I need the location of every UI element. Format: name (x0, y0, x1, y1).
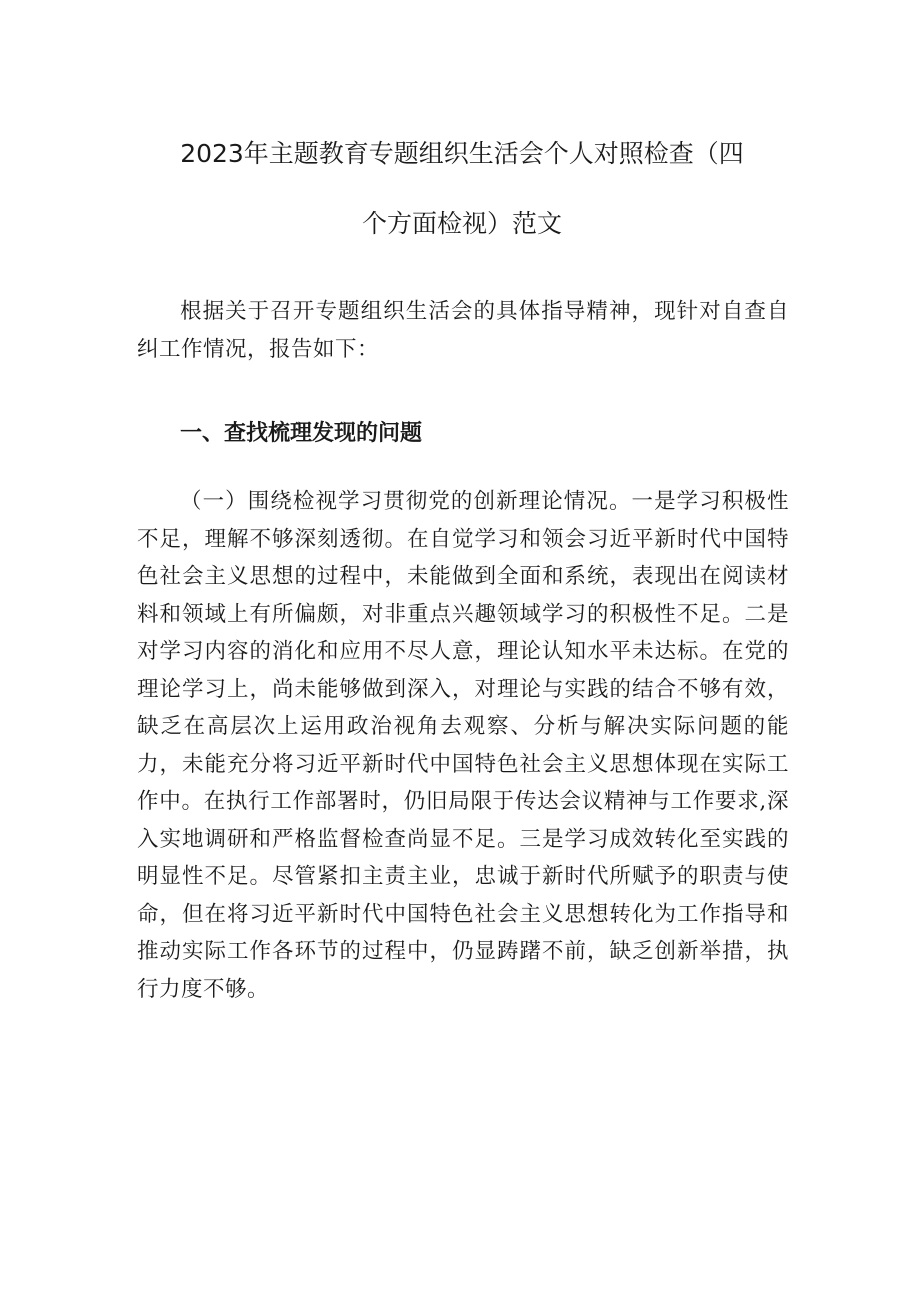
document-title-line-1: 2023年主题教育专题组织生活会个人对照检查（四 (180, 139, 744, 168)
section-1-paragraph-1: （一）围绕检视学习贯彻党的创新理论情况。一是学习积极性不足，理解不够深刻透彻。在自觉学习和领会习近平新时代中国特色社会主义思想的过程中，未能做到全面和系统，表现出在阅读材料和领域上有所偏颇，对非重点兴趣领域学习的积极性不足。二是对学习内容的消化和应用不尽人意，理论认知水平未达标。在党的理论学习上，尚未能够做到深入，对理论与实践的结合不够有效，缺乏在高层次上运用政治视角去观察、分析与解决实际问题的能力，未能充分将习近平新时代中国特色社会主义思想体现在实际工作中。在执行工作部署时，仍旧局限于传达会议精神与工作要求,深入实地调研和严格监督检查尚显不足。三是学习成效转化至实践的明显性不足。尽管紧扣主责主业，忠诚于新时代所赋予的职责与使命，但在将习近平新时代中国特色社会主义思想转化为工作指导和推动实际工作各环节的过程中，仍显踌躇不前，缺乏创新举措，执行力度不够。 (137, 489, 789, 1002)
document-title-line-2: 个方面检视）范文 (361, 209, 562, 238)
section-heading-1: 一、查找梳理发现的问题 (180, 421, 423, 446)
intro-paragraph: 根据关于召开专题组织生活会的具体指导精神，现针对自查自纠工作情况，报告如下： (137, 299, 789, 362)
